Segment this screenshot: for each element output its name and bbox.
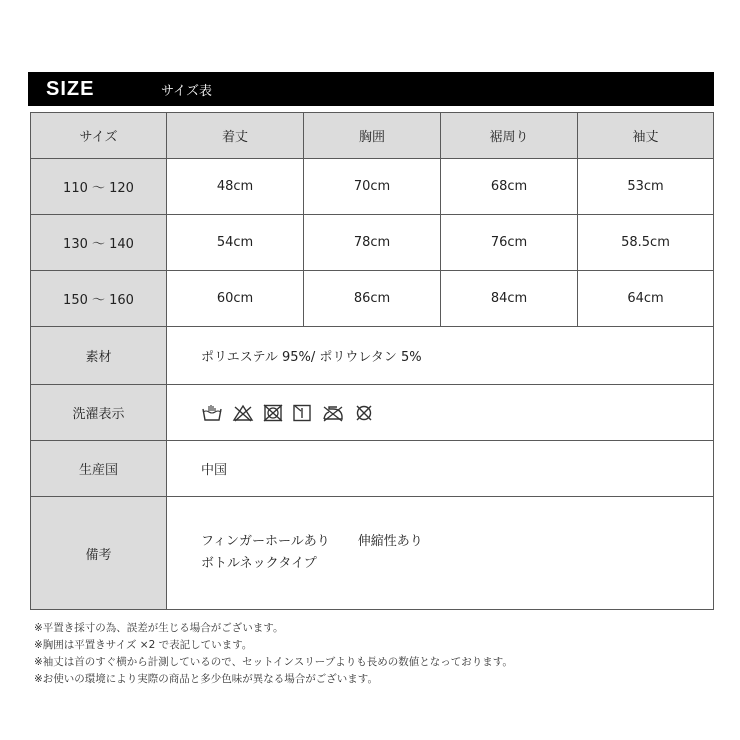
- column-header: 着丈: [167, 113, 304, 159]
- table-cell: 68cm: [441, 159, 578, 215]
- table-row: [31, 215, 714, 271]
- material-value: ポリエステル 95%/ ポリウレタン 5%: [167, 327, 714, 385]
- table-cell: 58.5cm: [578, 215, 714, 271]
- no-dry-clean-icon: [354, 404, 374, 422]
- column-header: 胸囲: [304, 113, 441, 159]
- no-bleach-icon: [232, 404, 254, 422]
- notes-value: [167, 497, 714, 610]
- note-finger-hole: フィンガーホールあり: [201, 534, 330, 549]
- column-header: サイズ: [31, 113, 167, 159]
- hand-wash-icon: [201, 404, 223, 422]
- origin-label: 生産国: [31, 441, 167, 497]
- size-title: SIZE: [46, 77, 95, 100]
- origin-row: [31, 441, 714, 497]
- size-subtitle: サイズ表: [161, 83, 212, 99]
- care-icons: [167, 385, 714, 441]
- table-cell: 70cm: [304, 159, 441, 215]
- origin-value: 中国: [167, 441, 714, 497]
- no-iron-icon: [321, 404, 345, 422]
- notes-label: 備考: [31, 497, 167, 610]
- footnote: ※袖丈は首のすぐ横から計測しているので、セットインスリーブよりも長めの数値となっております。: [34, 656, 513, 668]
- size-label: 130 ～ 140: [31, 215, 167, 271]
- size-table: [30, 112, 714, 610]
- table-cell: 76cm: [441, 215, 578, 271]
- table-header-row: [31, 113, 714, 159]
- footnote: ※平置き採寸の為、誤差が生じる場合がございます。: [34, 622, 284, 634]
- footnote: ※胸囲は平置きサイズ ×2 で表記しています。: [34, 639, 253, 651]
- footnotes: [34, 620, 513, 688]
- table-cell: 53cm: [578, 159, 714, 215]
- note-stretch: 伸縮性あり: [357, 534, 423, 549]
- size-header-bar: [28, 72, 714, 106]
- table-row: [31, 159, 714, 215]
- table-cell: 48cm: [167, 159, 304, 215]
- table-row: [31, 271, 714, 327]
- table-cell: 86cm: [304, 271, 441, 327]
- column-header: 袖丈: [578, 113, 714, 159]
- size-label: 150 ～ 160: [31, 271, 167, 327]
- column-header: 裾周り: [441, 113, 578, 159]
- table-cell: 78cm: [304, 215, 441, 271]
- table-cell: 54cm: [167, 215, 304, 271]
- table-cell: 60cm: [167, 271, 304, 327]
- note-bottleneck: ボトルネックタイプ: [201, 556, 317, 571]
- table-cell: 64cm: [578, 271, 714, 327]
- size-label: 110 ～ 120: [31, 159, 167, 215]
- care-row: [31, 385, 714, 441]
- material-label: 素材: [31, 327, 167, 385]
- hang-dry-icon: [292, 404, 312, 422]
- care-label: 洗濯表示: [31, 385, 167, 441]
- material-row: [31, 327, 714, 385]
- no-tumble-dry-icon: [263, 404, 283, 422]
- footnote: ※お使いの環境により実際の商品と多少色味が異なる場合がございます。: [34, 673, 378, 685]
- notes-row: [31, 497, 714, 610]
- table-cell: 84cm: [441, 271, 578, 327]
